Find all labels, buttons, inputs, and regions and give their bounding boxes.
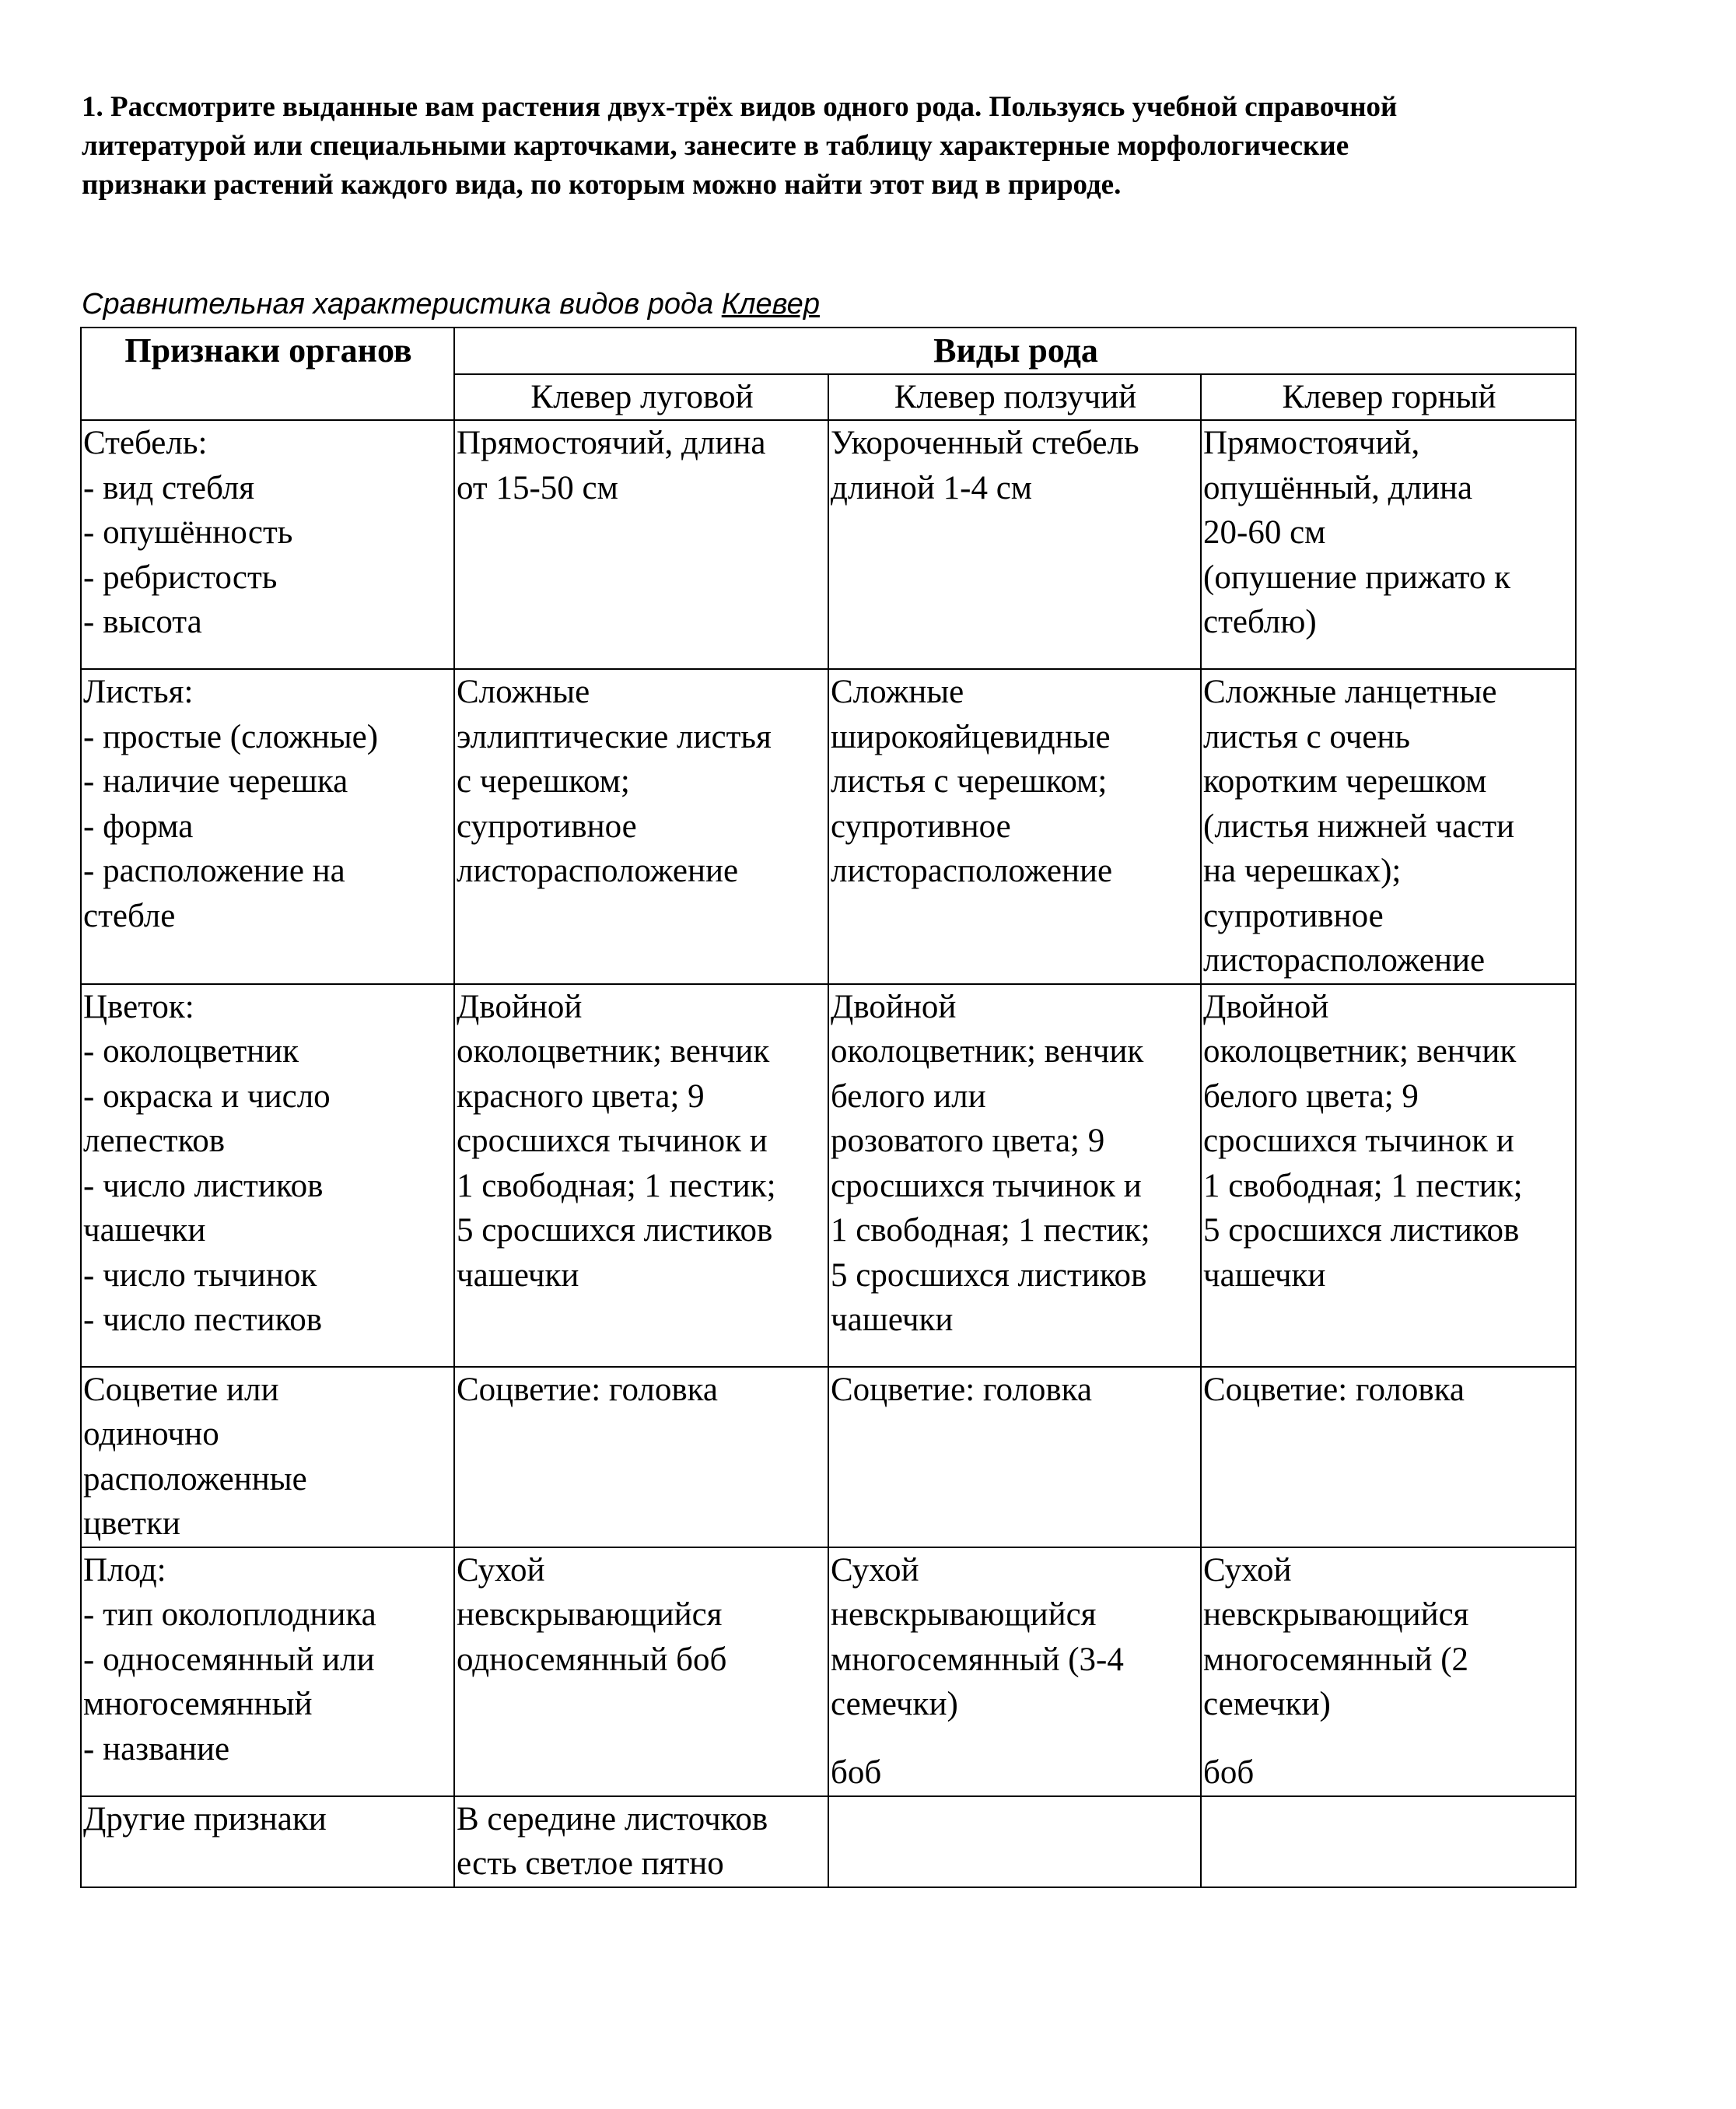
cell-text-line: многосемянный (3-4 [831,1641,1124,1678]
table-row-inflorescence [81,1367,1576,1547]
row-label [81,984,454,1367]
cell-text-line: широкояйцевидные [831,718,1111,755]
cell-text-line: чашечки [831,1301,954,1338]
table-caption [82,285,820,324]
cell-text-line: стеблю) [1203,604,1317,640]
cell-text-line: - околоцветник [83,1033,299,1070]
cell-text-line: сросшихся тычинок и [831,1167,1142,1204]
cell-text-line: с черешком; [457,763,630,800]
instruction-line: литературой или специальными карточками, занесите в таблицу характерные морфологические [82,130,1349,162]
cell-meadow [454,1547,828,1796]
task-instruction [82,88,1637,205]
cell-text-line: чашечки [1203,1256,1326,1294]
cell-text-line: Соцветие: головка [831,1371,1093,1408]
cell-text-line: Двойной [1203,988,1329,1025]
cell-text-line: - ребристость [83,559,278,596]
cell-text-line: стебле [83,897,176,934]
cell-mountain [1201,1367,1576,1547]
cell-text-line: - односемянный или [83,1641,375,1678]
cell-text-line: Сложные [831,674,964,710]
cell-text-line: лепестков [83,1123,226,1159]
cell-text-line: супротивное [831,808,1011,845]
cell-text-line: 5 сросшихся листиков [457,1212,773,1249]
cell-text-line: односемянный боб [457,1641,727,1678]
cell-text-line: сросшихся тычинок и [1203,1123,1514,1159]
cell-text-line: листорасположение [831,853,1113,889]
cell-text-line: 5 сросшихся листиков [831,1256,1147,1294]
cell-text-line: листорасположение [1203,942,1486,979]
cell-text-line: многосемянный (2 [1203,1641,1469,1678]
cell-mountain [1201,420,1576,669]
cell-text-line: Двойной [831,988,957,1025]
cell-text-line: - число тычинок [83,1256,317,1294]
cell-text-line: расположенные [83,1460,307,1498]
cell-text-line: Укороченный стебель [831,425,1139,461]
cell-text-line: листья с очень [1203,718,1411,755]
table-row-other [81,1796,1576,1887]
cell-mountain [1201,1796,1576,1887]
row-label [81,669,454,984]
cell-text-line: невскрывающийся [1203,1596,1469,1633]
cell-text-line: Стебель: [83,425,208,461]
cell-text-line: эллиптические листья [457,718,772,755]
cell-mountain [1201,669,1576,984]
species-header-creeping: Клевер ползучий [828,374,1201,421]
cell-text-line: Соцветие: головка [457,1371,719,1408]
table-row-stem [81,420,1576,669]
cell-text-line: В середине листочков [457,1800,768,1837]
table-row-fruit [81,1547,1576,1796]
fruit-name: боб [831,1753,882,1791]
cell-text-line: - высота [83,604,202,640]
cell-meadow [454,1367,828,1547]
species-header-mountain: Клевер горный [1201,374,1576,421]
cell-text-line: Соцветие: головка [1203,1371,1465,1408]
cell-text-line: Плод: [83,1551,166,1589]
cell-text-line: семечки) [1203,1686,1331,1722]
cell-text-line: Двойной [457,988,583,1025]
cell-text-line: - название [83,1730,230,1767]
cell-text-line: Сложные ланцетные [1203,674,1497,710]
cell-text-line: супротивное [457,808,637,845]
caption-prefix: Сравнительная характеристика видов рода [82,288,722,321]
cell-meadow [454,420,828,669]
cell-text-line: 1 свободная; 1 пестик; [1203,1167,1523,1204]
cell-text-line: Сухой [1203,1551,1292,1589]
instruction-line: 1. Рассмотрите выданные вам растения двух-трёх видов одного рода. Пользуясь учебной справочной [82,91,1398,123]
cell-text-line: (опушение прижато к [1203,559,1510,596]
cell-text-line: чашечки [457,1256,579,1294]
cell-text-line: цветки [83,1505,180,1542]
cell-text-line: - простые (сложные) [83,718,379,755]
cell-text-line: одиночно [83,1416,219,1452]
cell-text-line: - наличие черешка [83,763,348,800]
cell-text-line: длиной 1-4 см [831,469,1032,506]
cell-text-line: - тип околоплодника [83,1596,376,1633]
cell-creeping [828,984,1201,1367]
cell-meadow [454,984,828,1367]
cell-creeping [828,1367,1201,1547]
cell-text-line: белого цвета; 9 [1203,1077,1419,1115]
cell-mountain [1201,984,1576,1367]
cell-text-line: есть светлое пятно [457,1845,724,1882]
cell-text-line: многосемянный [83,1686,313,1722]
paragraph-gap [831,1727,1200,1750]
cell-text-line: опушённый, длина [1203,469,1473,506]
cell-text-line: - число листиков [83,1167,324,1204]
cell-creeping [828,669,1201,984]
cell-text-line: - форма [83,808,194,845]
cell-text-line: от 15-50 см [457,469,618,506]
cell-text-line: супротивное [1203,897,1384,934]
cell-lines [1203,1548,1575,1727]
cell-text-line: - окраска и число [83,1077,331,1115]
cell-text-line: Листья: [83,674,194,710]
cell-text-line: невскрывающийся [831,1596,1097,1633]
cell-meadow [454,669,828,984]
cell-text-line: Сложные [457,674,590,710]
row-label [81,420,454,669]
caption-genus: Клевер [721,288,820,321]
cell-text-line: чашечки [83,1212,206,1249]
cell-text-line: Сухой [457,1551,545,1589]
table-row-leaves [81,669,1576,984]
cell-text-line: невскрывающийся [457,1596,723,1633]
cell-text-line: Цветок: [83,988,194,1025]
cell-creeping [828,1547,1201,1796]
cell-text-line: сросшихся тычинок и [457,1123,768,1159]
cell-meadow [454,1796,828,1887]
cell-text-line: Другие признаки [83,1800,327,1837]
cell-creeping [828,1796,1201,1887]
cell-text-line: - вид стебля [83,469,255,506]
row-label [81,1547,454,1796]
cell-text-line: Прямостоячий, длина [457,425,766,461]
row-label [81,1367,454,1547]
row-label [81,1796,454,1887]
cell-text-line: Прямостоячий, [1203,425,1420,461]
cell-text-line: 1 свободная; 1 пестик; [831,1212,1150,1249]
table-row-flower [81,984,1576,1367]
cell-text-line: - число пестиков [83,1301,323,1338]
cell-text-line: листья с черешком; [831,763,1108,800]
fruit-name: боб [1203,1753,1255,1791]
cell-text-line: Сухой [831,1551,919,1589]
header-species-group: Виды рода [454,328,1576,374]
cell-text-line: 20-60 см [1203,514,1326,551]
cell-text-line: 1 свободная; 1 пестик; [457,1167,776,1204]
species-header-meadow: Клевер луговой [454,374,828,421]
cell-text-line: белого или [831,1077,986,1115]
cell-mountain [1201,1547,1576,1796]
cell-text-line: семечки) [831,1686,958,1722]
cell-text-line: красного цвета; 9 [457,1077,705,1115]
cell-creeping [828,420,1201,669]
comparison-table [80,327,1577,1888]
cell-text-line: (листья нижней части [1203,808,1514,845]
cell-text-line: - расположение на [83,853,345,889]
header-row [81,328,1576,374]
cell-text-line: околоцветник; венчик [831,1033,1144,1070]
cell-text-line: коротким черешком [1203,763,1487,800]
cell-text-line: листорасположение [457,853,739,889]
cell-text-line: околоцветник; венчик [1203,1033,1517,1070]
paragraph-gap [1203,1727,1575,1750]
cell-text-line: Соцветие или [83,1371,279,1408]
header-organs: Признаки органов [81,328,454,420]
cell-text-line: розоватого цвета; 9 [831,1123,1105,1159]
cell-lines [831,1548,1200,1727]
cell-text-line: на черешках); [1203,853,1402,889]
cell-text-line: околоцветник; венчик [457,1033,770,1070]
cell-text-line: 5 сросшихся листиков [1203,1212,1520,1249]
cell-text-line: - опушённость [83,514,293,551]
instruction-line: признаки растений каждого вида, по которым можно найти этот вид в природе. [82,169,1122,201]
